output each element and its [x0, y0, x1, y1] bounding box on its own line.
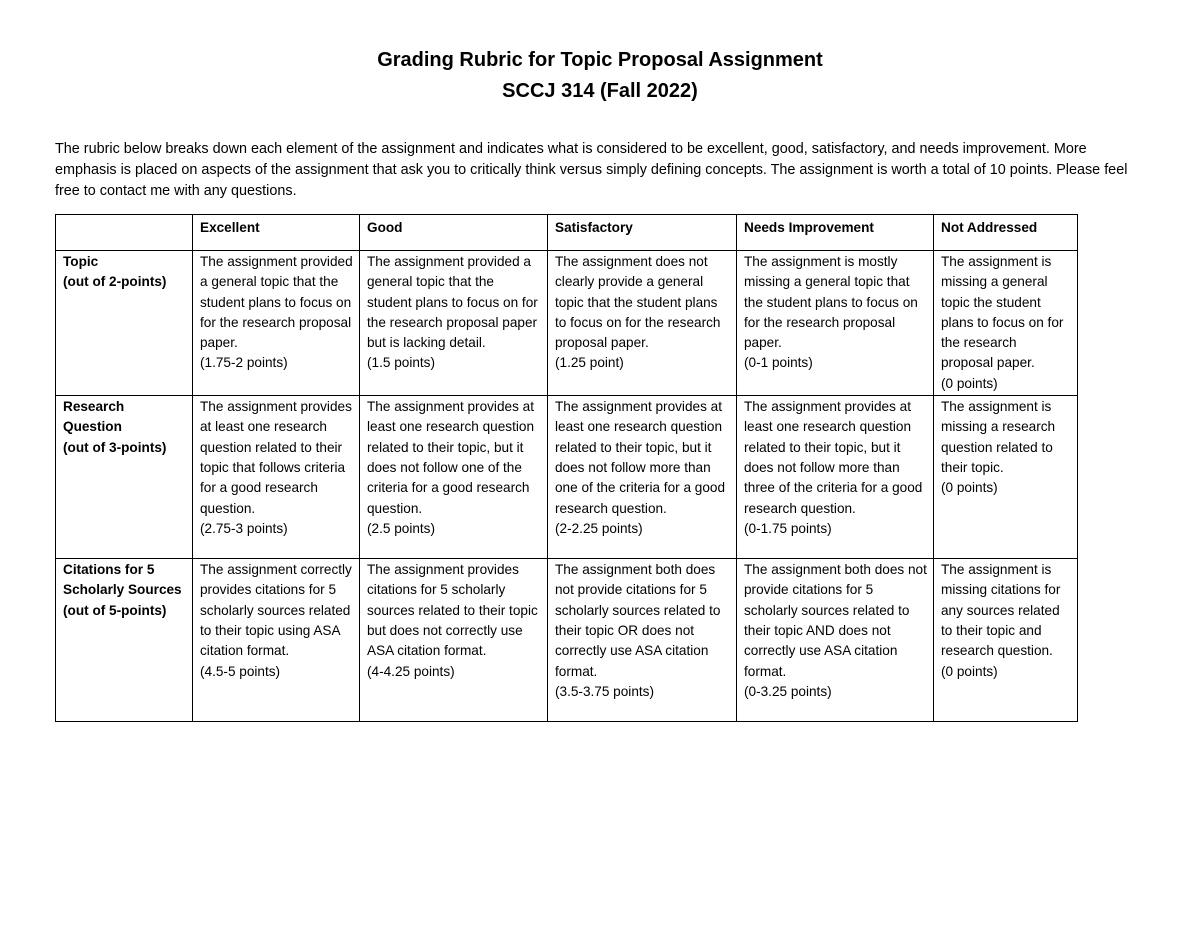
- cell-description: The assignment correctly provides citations for 5 scholarly sources related to their topic using ASA citation format.: [200, 562, 352, 659]
- cell-score: (0 points): [941, 480, 998, 496]
- rubric-row-research-question: [56, 396, 1078, 559]
- cell-description: The assignment provides at least one research question related to their topic, but it does not follow more than one of the criteria for a good research question.: [555, 399, 726, 516]
- cell-score: (0-3.25 points): [744, 683, 832, 699]
- cell-score: (2.5 points): [367, 520, 436, 536]
- rubric-table: [55, 214, 1078, 722]
- criterion-name: Citations for 5 Scholarly Sources: [63, 562, 182, 598]
- rubric-cell: [934, 559, 1078, 722]
- header-not-addressed: Not Addressed: [934, 215, 1078, 251]
- rubric-cell: [360, 396, 548, 559]
- cell-description: The assignment provides at least one research question related to their topic that follows criteria for a good research question.: [200, 399, 352, 516]
- cell-description: The assignment provides citations for 5 scholarly sources related to their topic but does not correctly use ASA citation format.: [367, 562, 538, 659]
- rubric-cell: [934, 396, 1078, 559]
- cell-description: The assignment does not clearly provide a general topic that the student plans to focus on for the research proposal paper.: [555, 254, 721, 351]
- rubric-cell: [934, 251, 1078, 396]
- rubric-cell: [548, 251, 737, 396]
- criterion-points: (out of 2-points): [63, 274, 167, 290]
- cell-score: (0-1.75 points): [744, 520, 832, 536]
- cell-description: The assignment provided a general topic that the student plans to focus on for the research proposal paper but is lacking detail.: [367, 254, 538, 351]
- criterion-name: Research Question: [63, 399, 125, 435]
- criterion-name: Topic: [63, 254, 99, 269]
- cell-description: The assignment both does not provide citations for 5 scholarly sources related to their topic OR does not correctly use ASA citation format.: [555, 562, 721, 679]
- header-criterion: [56, 215, 193, 251]
- cell-score: (4.5-5 points): [200, 663, 281, 679]
- cell-score: (0-1 points): [744, 355, 813, 371]
- rubric-cell: [360, 559, 548, 722]
- cell-score: (0 points): [941, 375, 998, 391]
- intro-text: The rubric below breaks down each element of the assignment and indicates what is considered to be excellent, good, satisfactory, and needs improvement. More emphasis is placed on aspects of the assignment that ask you to critically think versus simply defining concepts. The assignment is worth a total of 10 points. Please feel free to contact me with any questions.: [55, 141, 1128, 199]
- rubric-row-citations: [56, 559, 1078, 722]
- cell-score: (2-2.25 points): [555, 520, 643, 536]
- header-satisfactory: Satisfactory: [548, 215, 737, 251]
- rubric-cell: [193, 396, 360, 559]
- rubric-cell: [737, 559, 934, 722]
- criterion-points: (out of 3-points): [63, 439, 167, 455]
- cell-description: The assignment provided a general topic that the student plans to focus on for the research proposal paper.: [200, 254, 353, 351]
- cell-description: The assignment is missing a general topic the student plans to focus on for the research proposal paper.: [941, 254, 1064, 371]
- rubric-header-row: [56, 215, 1078, 251]
- criterion-cell: [56, 251, 193, 396]
- rubric-cell: [193, 559, 360, 722]
- cell-score: (1.5 points): [367, 355, 436, 371]
- cell-description: The assignment both does not provide citations for 5 scholarly sources related to their topic AND does not correctly use ASA citation format.: [744, 562, 927, 679]
- cell-score: (2.75-3 points): [200, 520, 288, 536]
- cell-description: The assignment is mostly missing a general topic that the student plans to focus on for the research proposal paper.: [744, 254, 918, 351]
- cell-score: (1.75-2 points): [200, 355, 288, 371]
- cell-description: The assignment provides at least one research question related to their topic, but it does not follow more than three of the criteria for a good research question.: [744, 399, 923, 516]
- rubric-row-topic: [56, 251, 1078, 396]
- rubric-cell: [548, 559, 737, 722]
- cell-description: The assignment is missing a research question related to their topic.: [941, 399, 1056, 475]
- cell-score: (0 points): [941, 663, 998, 679]
- cell-score: (4-4.25 points): [367, 663, 455, 679]
- cell-score: (3.5-3.75 points): [555, 683, 654, 699]
- cell-description: The assignment provides at least one research question related to their topic, but it does not follow one of the criteria for a good research question.: [367, 399, 535, 516]
- rubric-cell: [737, 251, 934, 396]
- cell-score: (1.25 point): [555, 355, 624, 371]
- criterion-cell: [56, 396, 193, 559]
- document-subtitle: SCCJ 314 (Fall 2022): [502, 80, 698, 102]
- header-needs-improvement: Needs Improvement: [737, 215, 934, 251]
- criterion-cell: [56, 559, 193, 722]
- header-excellent: Excellent: [193, 215, 360, 251]
- document-title: Grading Rubric for Topic Proposal Assignment: [377, 49, 823, 71]
- cell-description: The assignment is missing citations for any sources related to their topic and research question.: [941, 562, 1061, 659]
- rubric-cell: [360, 251, 548, 396]
- intro-paragraph: [55, 139, 1150, 202]
- header-good: Good: [360, 215, 548, 251]
- criterion-points: (out of 5-points): [63, 602, 167, 618]
- rubric-cell: [737, 396, 934, 559]
- rubric-cell: [193, 251, 360, 396]
- rubric-cell: [548, 396, 737, 559]
